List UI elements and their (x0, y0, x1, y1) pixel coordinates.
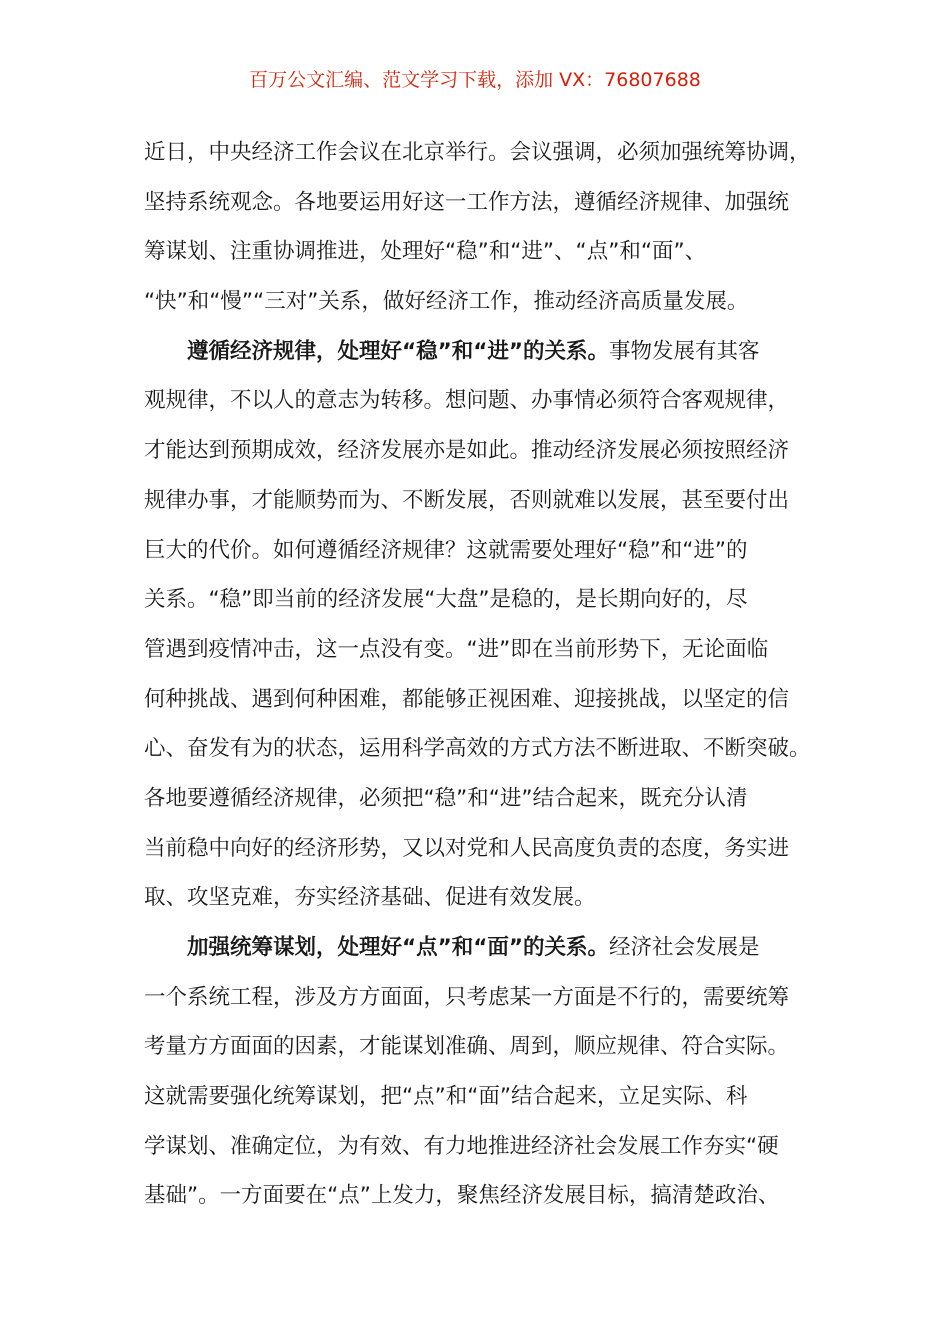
paragraph-first-line (144, 327, 814, 377)
paragraph-line: 筹谋划、注重协调推进，处理好“稳”和“进”、“点”和“面”、 (144, 239, 707, 265)
paragraph-line: 一个系统工程，涉及方方面面，只考虑某一方面是不行的，需要统筹 (144, 984, 790, 1010)
paragraph-line: 当前稳中向好的经济形势，又以对党和人民高度负责的态度，务实进 (144, 835, 790, 861)
section-heading: 加强统筹谋划，处理好“点”和“面”的关系。 (187, 935, 610, 960)
paragraph-line: 基础”。一方面要在“点”上发力，聚焦经济发展目标，搞清楚政治、 (144, 1183, 780, 1209)
paragraph-line: 坚持系统观念。各地要运用好这一工作方法，遵循经济规律、加强统 (144, 189, 790, 215)
paragraph-line: 学谋划、准确定位，为有效、有力地推进经济社会发展工作夯实“硬 (144, 1133, 779, 1159)
paragraph-text: 经济社会发展是 (609, 935, 760, 960)
paragraph-line: 考量方方面面的因素，才能谋划准确、周到，顺应规律、符合实际。 (144, 1034, 790, 1060)
paragraph-line: 观规律，不以人的意志为转移。想问题、办事情必须符合客观规律， (144, 388, 790, 414)
paragraph-line: 规律办事，才能顺势而为、不断发展，否则就难以发展，甚至要付出 (144, 487, 790, 513)
paragraph-line: 巨大的代价。如何遵循经济规律？这就需要处理好“稳”和“进”的 (144, 537, 748, 563)
paragraph-line: 心、奋发有为的状态，运用科学高效的方式方法不断进取、不断突破。 (144, 736, 811, 762)
paragraph-text: 事物发展有其客 (609, 338, 760, 364)
paragraph-line: 何种挑战、遇到何种困难，都能够正视困难、迎接挑战，以坚定的信 (144, 686, 790, 712)
section-heading: 遵循经济规律，处理好“稳”和“进”的关系。 (187, 338, 610, 364)
header-banner: 百万公文汇编、范文学习下载，添加 VX：76807688 (249, 69, 701, 91)
body-text (144, 128, 814, 1221)
paragraph-line: 取、攻坚克难，夯实经济基础、促进有效发展。 (144, 885, 596, 911)
paragraph-line: 管遇到疫情冲击，这一点没有变。“进”即在当前形势下，无论面临 (144, 636, 769, 662)
paragraph-line: 关系。“稳”即当前的经济发展“大盘”是稳的，是长期向好的，尽 (144, 587, 748, 613)
paragraph-line: 近日，中央经济工作会议在北京举行。会议强调，必须加强统筹协调， (144, 140, 811, 165)
paragraph-first-line (144, 923, 814, 973)
paragraph-line: 这就需要强化统筹谋划，把“点”和“面”结合起来，立足实际、科 (144, 1084, 748, 1110)
paragraph-line: 才能达到预期成效，经济发展亦是如此。推动经济发展必须按照经济 (144, 438, 790, 464)
paragraph-line: “快”和“慢”“三对”关系，做好经济工作，推动经济高质量发展。 (144, 289, 749, 315)
paragraph-line: 各地要遵循经济规律，必须把“稳”和“进”结合起来，既充分认清 (144, 785, 748, 811)
